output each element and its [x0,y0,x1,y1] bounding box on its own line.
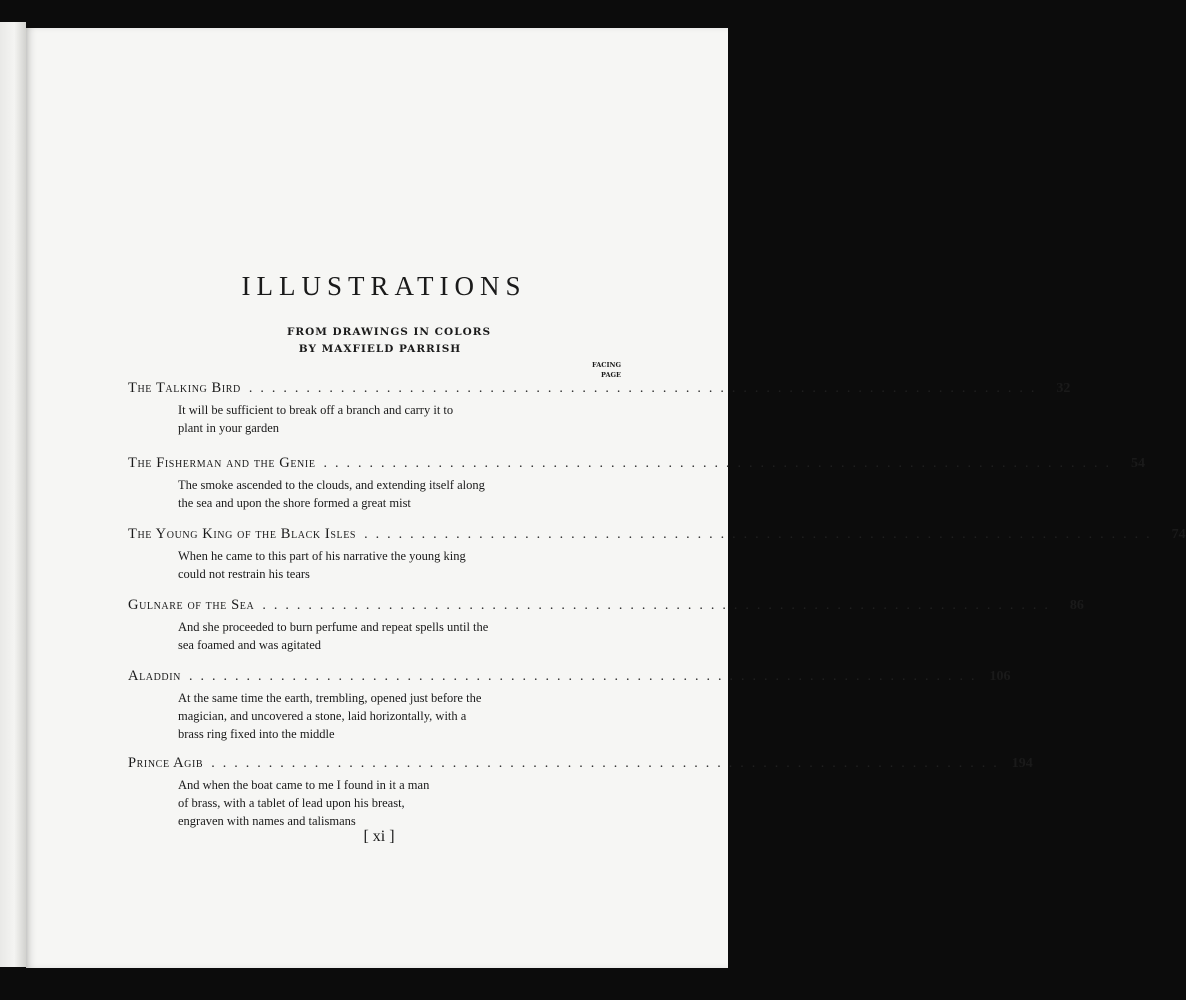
book-spine [0,22,26,967]
illustration-entry [128,597,1084,654]
page-number: [ xi ] [363,828,395,845]
entry-page-number: 32 [1056,381,1071,396]
subtitle-line-2: BY MAXFIELD PARRISH [298,343,462,355]
illustration-entry [128,526,1186,583]
leader-dots: ..................................................................... [364,527,1158,542]
entry-page-number: 86 [1069,598,1084,613]
entry-page-number: 54 [1131,456,1146,471]
subtitle-line-1: FROM DRAWINGS IN COLORS [286,326,492,338]
entry-title: Gulnare of the Sea [128,597,255,613]
entry-page-number: 106 [989,669,1011,684]
illustration-entry [128,668,1011,743]
entry-caption: It will be sufficient to break off a branch and carry it to plant in your garden [178,403,454,435]
entry-title: Prince Agib [128,755,204,771]
leader-dots: ..................................................................... [248,381,1043,396]
illustration-entry [128,380,1071,437]
entry-page-number: 194 [1011,756,1033,771]
illustration-entry [128,455,1146,512]
facing-label-line-1: FACING [592,361,621,369]
entry-title: The Fisherman and the Genie [128,455,316,471]
facing-page-label [581,360,621,380]
book-page [26,28,1186,968]
entry-page-number: 74 [1171,527,1186,542]
illustration-entry [128,755,1033,830]
leader-dots: ..................................................................... [323,456,1118,471]
leader-dots: ..................................................................... [262,598,1056,613]
entry-caption: And she proceeded to burn perfume and repeat spells until the sea foamed and was agitated [178,620,489,652]
leader-dots: ..................................................................... [189,669,983,684]
leader-dots: ..................................................................... [211,756,1005,771]
page-title: ILLUSTRATIONS [241,271,527,301]
entry-caption: At the same time the earth, trembling, opened just before the magician, and uncovered a stone, laid horizontally, with a brass ring fixed into the middle [178,691,482,741]
entry-title: Aladdin [128,668,181,684]
entry-caption: And when the boat came to me I found in it a man of brass, with a tablet of lead upon his breast, engraven with names and talismans [178,778,430,828]
entry-title: The Young King of the Black Isles [128,526,357,542]
facing-label-line-2: PAGE [601,371,621,379]
entry-caption: The smoke ascended to the clouds, and extending itself along the sea and upon the shore formed a great mist [178,478,485,510]
entry-caption: When he came to this part of his narrative the young king could not restrain his tears [178,549,466,581]
entry-title: The Talking Bird [128,380,241,396]
